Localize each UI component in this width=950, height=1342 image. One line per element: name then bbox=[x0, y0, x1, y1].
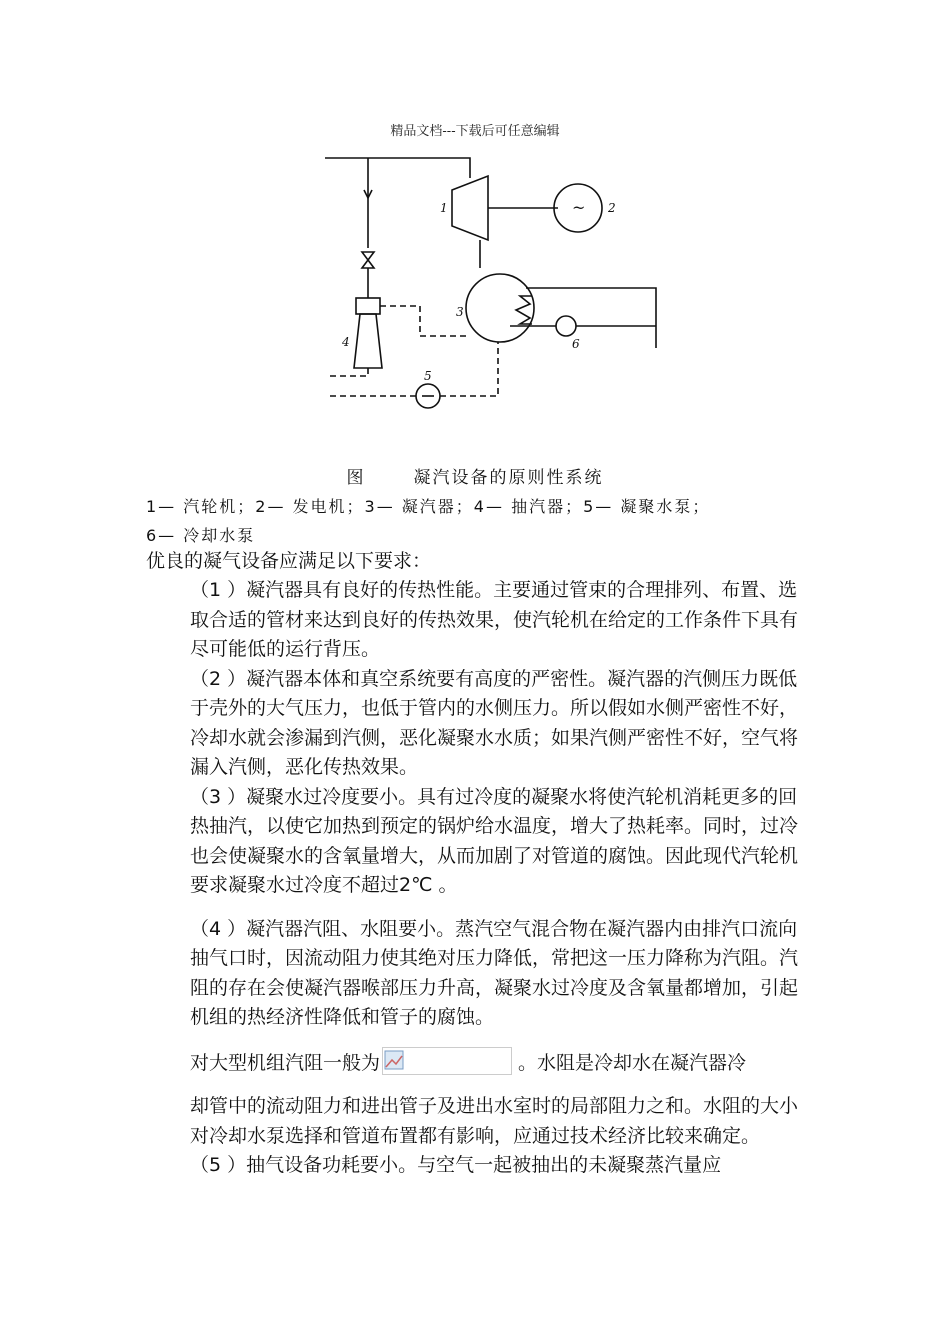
steam-resistance-text: 对大型机组汽阻一般为 bbox=[190, 1051, 381, 1074]
requirement-5: （5 ）抽气设备功耗要小。与空气一起被抽出的未凝聚蒸汽量应 bbox=[190, 1154, 722, 1176]
legend-line-2: 6— 冷却水泵 bbox=[146, 526, 256, 545]
requirement-3: （3 ）凝聚水过冷度要小。具有过冷度的凝聚水将使汽轮机消耗更多的回热抽汽，以使它加热到预定的锅炉给水温度，增大了热耗率。同时，过冷也会使凝聚水的含氧量增大，从而加剧了对管道的腐蚀。因此现代汽轮机要求凝聚水过冷度不超过2℃ 。 bbox=[190, 785, 799, 896]
requirement-4: （4 ）凝汽器汽阻、水阻要小。蒸汽空气混合物在凝汽器内由排汽口流向抽气口时，因流动阻力使其绝对压力降低，常把这一压力降称为汽阻。汽阻的存在会使凝汽器喉部压力升高，凝聚水过冷度及含氧量都增加，引起机组的热经济性降低和管子的腐蚀。 bbox=[190, 917, 799, 1028]
cooling-pump-circle bbox=[556, 316, 576, 336]
label-1: 1 bbox=[440, 201, 448, 215]
figure-legend bbox=[146, 492, 826, 550]
ejector-body bbox=[354, 314, 382, 368]
label-6: 6 bbox=[572, 337, 580, 351]
requirements-list bbox=[190, 576, 810, 1181]
ejector-drain-line bbox=[330, 368, 368, 376]
air-suction-line bbox=[380, 306, 466, 336]
figure-caption bbox=[0, 463, 950, 488]
generator-symbol: ~ bbox=[572, 198, 586, 217]
ejector-head bbox=[356, 298, 380, 314]
label-3: 3 bbox=[456, 305, 464, 319]
turbine-shape bbox=[452, 176, 488, 240]
valve-shape bbox=[362, 252, 374, 268]
legend-line-1: 1— 汽轮机；2— 发电机；3— 凝汽器；4— 抽汽器；5— 凝聚水泵； bbox=[146, 497, 711, 516]
page-header: 精品文档---下载后可任意编辑 bbox=[390, 124, 560, 139]
missing-formula-image bbox=[382, 1047, 512, 1075]
condenser-coil bbox=[516, 296, 532, 324]
requirement-2: （2 ）凝汽器本体和真空系统要有高度的严密性。凝汽器的汽侧压力既低于壳外的大气压力，也低于管内的水侧压力。所以假如水侧严密性不好，冷却水就会渗漏到汽侧，恶化凝聚水水质；如果汽侧严密性不好，空气将漏入汽侧，恶化传热效果。 bbox=[190, 667, 799, 778]
requirement-4-end: 却管中的流动阻力和进出管子及进出水室时的局部阻力之和。水阻的大小对冷却水泵选择和管道布置都有影响，应通过技术经济比较来确定。 bbox=[190, 1095, 799, 1147]
figure-label: 图 bbox=[346, 468, 366, 488]
label-4: 4 bbox=[342, 335, 350, 349]
label-2: 2 bbox=[608, 201, 616, 215]
figure-title: 凝汽设备的原则性系统 bbox=[413, 468, 604, 488]
broken-image-icon bbox=[384, 1050, 404, 1070]
main-steam-line bbox=[325, 158, 470, 178]
requirement-4-continued bbox=[190, 1047, 810, 1079]
cooling-water-out bbox=[526, 288, 656, 348]
intro-text: 优良的凝气设备应满足以下要求： bbox=[146, 550, 432, 572]
condenser-circle bbox=[466, 274, 534, 342]
label-5: 5 bbox=[424, 369, 432, 383]
condenser-system-diagram bbox=[320, 148, 670, 418]
requirement-1: （1 ）凝汽器具有良好的传热性能。主要通过管束的合理排列、布置、选取合适的管材来达到良好的传热效果，使汽轮机在给定的工作条件下具有尽可能低的运行背压。 bbox=[190, 579, 799, 660]
condensate-line bbox=[440, 342, 498, 396]
water-resistance-text: 。水阻是冷却水在凝汽器冷 bbox=[518, 1051, 747, 1074]
